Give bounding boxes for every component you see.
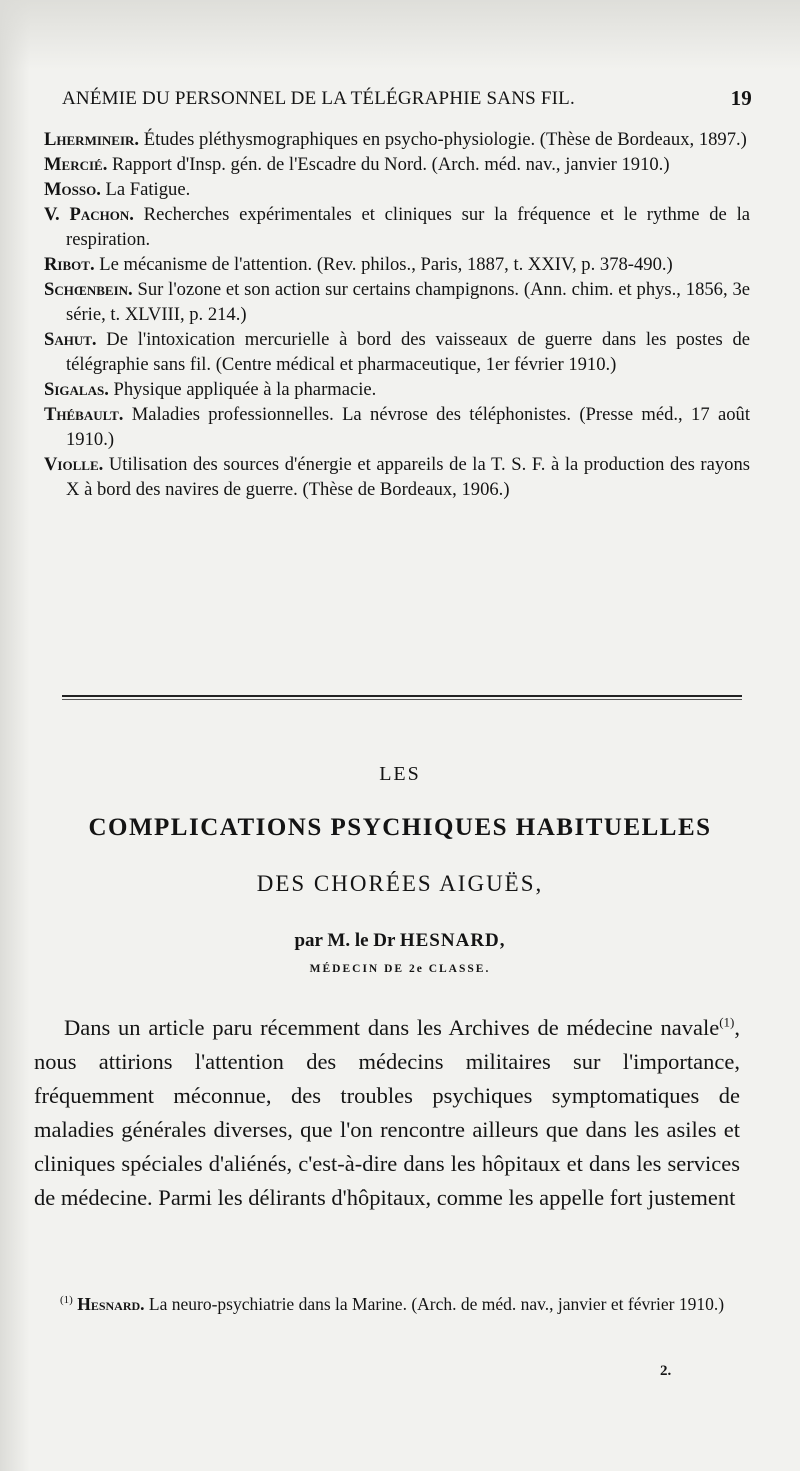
article-title-line1: COMPLICATIONS PSYCHIQUES HABITUELLES [88, 814, 712, 841]
footnote-text: La neuro-psychiatrie dans la Marine. (Arch. de méd. nav., janvier et février 1910.) [144, 1294, 725, 1314]
entry-text: Physique appliquée à la pharmacie. [108, 379, 377, 400]
running-head [62, 88, 752, 114]
entry-author: Sigalas. [44, 379, 109, 400]
entry-author: Ribot. [44, 254, 95, 275]
bibliography-entry [44, 252, 750, 277]
author-rank: MÉDECIN DE 2e CLASSE. [309, 963, 491, 975]
entry-author: V. Pachon. [44, 204, 134, 225]
entry-author: Violle. [44, 454, 104, 475]
author-name: HESNARD, [399, 930, 506, 951]
body-text-part2: , nous attirions l'attention des médecins militaires sur l'importance, fréquemment méconnue, des troubles psychiques symptomatiques de maladies générales diverses, que l'on rencontre ailleurs que dans les asiles et cliniques spéciales d'aliénés, c'est-à-dire dans les hôpitaux et dans les services de médecine. Parmi les délirants d'hôpitaux, comme les appelle fort justement [34, 1015, 740, 1210]
entry-author: Schœnbein. [44, 279, 133, 300]
footnote-reference: (1) [719, 1014, 735, 1030]
entry-author: Sahut. [44, 329, 97, 350]
page-shading-top [0, 0, 800, 70]
author-prefix: par M. le Dr [294, 930, 400, 951]
body-text-part1: Dans un article paru récemment dans les Archives de médecine navale [64, 1015, 720, 1040]
entry-author: Thébault. [44, 404, 124, 425]
bibliography-entry [44, 202, 750, 252]
entry-text: Études pléthysmographiques en psycho-physiologie. (Thèse de Bordeaux, 1897.) [139, 129, 747, 150]
entry-author: Lhermineir. [44, 129, 140, 150]
entry-text: De l'intoxication mercurielle à bord des vaisseaux de guerre dans les postes de télégraphie sans fil. (Centre médical et pharmaceutique, 1er février 1910.) [66, 329, 750, 375]
bibliography-entry [44, 402, 750, 452]
bibliography-entry [44, 452, 750, 502]
section-divider [62, 695, 742, 700]
footnote [34, 1292, 740, 1317]
bibliography-list [44, 127, 750, 502]
entry-author: Mercié. [44, 154, 108, 175]
bibliography-entry [44, 127, 750, 152]
entry-text: La Fatigue. [100, 179, 191, 200]
bibliography-entry [44, 327, 750, 377]
entry-author: Mosso. [44, 179, 101, 200]
entry-text: Le mécanisme de l'attention. (Rev. philos., Paris, 1887, t. XXIV, p. 378-490.) [94, 254, 673, 275]
page-number: 19 [730, 86, 752, 110]
entry-text: Sur l'ozone et son action sur certains champignons. (Ann. chim. et phys., 1856, 3e série, t. XLVIII, p. 214.) [66, 279, 750, 325]
entry-text: Rapport d'Insp. gén. de l'Escadre du Nord. (Arch. méd. nav., janvier 1910.) [107, 154, 670, 175]
bibliography-entry [44, 377, 750, 402]
entry-text: Utilisation des sources d'énergie et appareils de la T. S. F. à la production des rayons X à bord des navires de guerre. (Thèse de Bordeaux, 1906.) [66, 454, 750, 500]
bibliography-entry [44, 177, 750, 202]
bibliography-entry [44, 277, 750, 327]
running-head-title: ANÉMIE DU PERSONNEL DE LA TÉLÉGRAPHIE SANS FIL. [62, 88, 575, 109]
bibliography-entry [44, 152, 750, 177]
article-title-line2: DES CHORÉES AIGUËS, [256, 871, 544, 896]
footnote-mark: (1) [60, 1294, 73, 1307]
signature-mark: 2. [660, 1363, 672, 1379]
entry-text: Recherches expérimentales et cliniques sur la fréquence et le rythme de la respiration. [66, 204, 750, 250]
article-body-paragraph [34, 1011, 740, 1215]
article-title-les: LES [379, 763, 421, 785]
article-author [0, 930, 800, 952]
entry-text: Maladies professionnelles. La névrose des téléphonistes. (Presse méd., 17 août 1910.) [66, 404, 750, 450]
footnote-author: Hesnard. [77, 1294, 145, 1314]
page-shading-left [0, 0, 30, 1471]
